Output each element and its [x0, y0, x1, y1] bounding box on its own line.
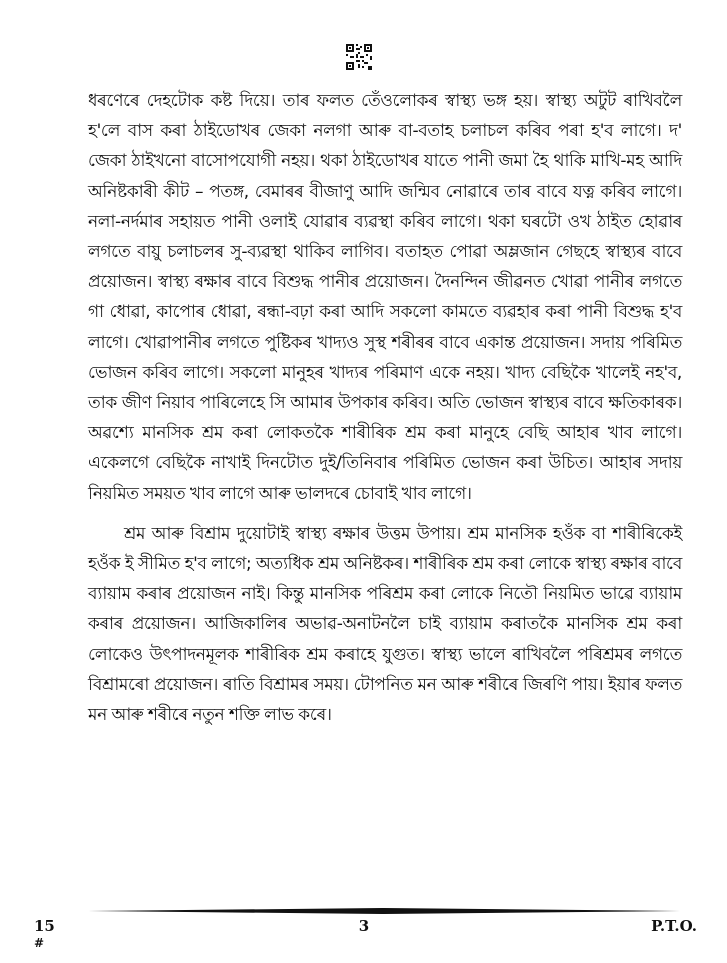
pto-label: P.T.O. [651, 917, 697, 935]
paragraph-health-environment: ধৰণেৰে দেহটোক কষ্ট দিয়ে। তাৰ ফলত তেঁওলোকৰ স্বাস্থ্য ভঙ্গ হয়। স্বাস্থ্য অটুট ৰাখিবলৈ হ'লে বাস কৰা ঠাইডোখৰ জেকা নলগা আৰু বা-বতাহ চলাচল কৰিব পৰা হ'ব লাগে। দ' জেকা ঠাইখনো বাসোপযোগী নহয়। থকা ঠাইডোখৰ যাতে পানী জমা হৈ থাকি মাখি-মহ আদি অনিষ্টকাৰী কীট – পতঙ্গ, বেমাৰৰ বীজাণু আদি জন্মিব নোৱাৰে তাৰ বাবে যত্ন কৰিব লাগে। নলা-নৰ্দমাৰ সহায়ত পানী ওলাই যোৱাৰ ব্যৱস্থা কৰিব লাগে। থকা ঘৰটো ওখ ঠাইত হোৱাৰ লগতে বায়ু চলাচলৰ সু-ব্যৱস্থা থাকিব লাগিব। বতাহত পোৱা অম্লজান গেছহে স্বাস্থ্যৰ বাবে প্ৰয়োজন। স্বাস্থ্য ৰক্ষাৰ বাবে বিশুদ্ধ পানীৰ প্ৰয়োজন। দৈনন্দিন জীৱনত খোৱা পানীৰ লগতে গা ধোৱা, কাপোৰ ধোৱা, ৰন্ধা-বঢ়া কৰা আদি সকলো কামতে ব্যৱহাৰ কৰা পানী বিশুদ্ধ হ'ব লাগে। খোৱাপানীৰ লগতে পুষ্টিকৰ খাদ্যও সুস্থ শৰীৰৰ বাবে একান্ত প্ৰয়োজন। সদায় পৰিমিত ভোজন কৰিব লাগে। সকলো মানুহৰ খাদ্যৰ পৰিমাণ একে নহয়। খাদ্য বেছিকৈ খালেই নহ'ব, তাক জীণ নিয়াব পাৰিলেহে সি আমাৰ উপকাৰ কৰিব। অতি ভোজন স্বাস্থ্যৰ বাবে ক্ষতিকাৰক। অৱশ্যে মানসিক শ্ৰম কৰা লোকতকৈ শাৰীৰিক শ্ৰম কৰা মানুহে বেছি আহাৰ খাব লাগে। একেলগে বেছিকৈ নাখাই দিনটোত দুই/তিনিবাৰ পৰিমিত ভোজন কৰা উচিত। আহাৰ সদায় নিয়মিত সময়ত খাব লাগে আৰু ভালদৰে চোবাই খাব লাগে। [88, 91, 682, 504]
qr-code-icon [346, 44, 372, 70]
footer-divider [88, 908, 680, 914]
footer-hash-mark: # [34, 936, 45, 950]
paragraph-labour-rest: শ্ৰম আৰু বিশ্ৰাম দুয়োটাই স্বাস্থ্য ৰক্ষাৰ উত্তম উপায়। শ্ৰম মানসিক হওঁক বা শাৰীৰিকেই হওঁক ই সীমিত হ'ব লাগে; অত্যধিক শ্ৰম অনিষ্টকৰ। শাৰীৰিক শ্ৰম কৰা লোকে স্বাস্থ্য ৰক্ষাৰ বাবে ব্যায়াম কৰাৰ প্ৰয়োজন নাই। কিন্তু মানসিক পৰিশ্ৰম কৰা লোকে নিতৌ নিয়মিত ভাৱে ব্যায়াম কৰাৰ প্ৰয়োজন। আজিকালিৰ অভাৱ-অনাটনলৈ চাই ব্যায়াম কৰাতকৈ মানসিক শ্ৰম কৰা লোকেও উৎপাদনমূলক শাৰীৰিক শ্ৰম কৰাহে যুগুত। স্বাস্থ্য ভালে ৰাখিবলৈ পৰিশ্ৰমৰ লগতে বিশ্ৰামৰো প্ৰয়োজন। ৰাতি বিশ্ৰামৰ সময়। টোপনিত মন আৰু শৰীৰে জিৰণি পায়। ইয়াৰ ফলত মন আৰু শৰীৰে নতুন শক্তি লাভ কৰে। [88, 523, 682, 726]
page-number: 3 [358, 917, 370, 935]
document-body [88, 86, 682, 730]
footer-code: 15 [34, 917, 55, 935]
